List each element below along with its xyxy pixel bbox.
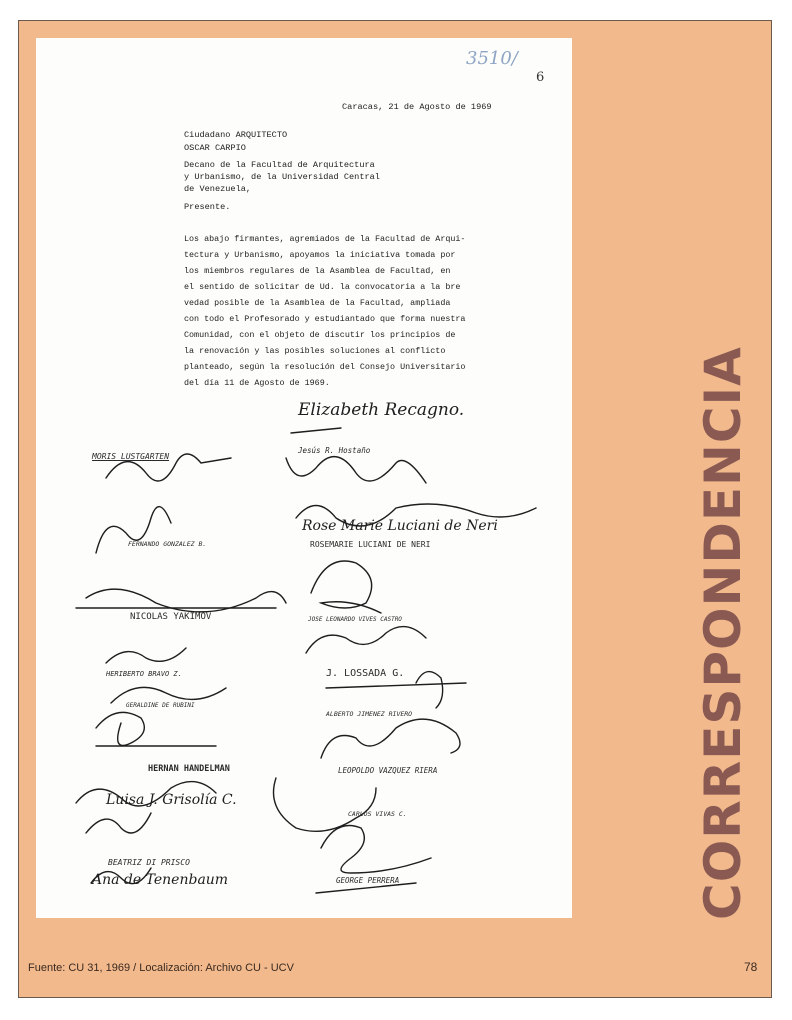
page-number: 78 (744, 960, 758, 974)
section-title: CORRESPONDENCIA (694, 346, 752, 920)
address-line: OSCAR CARPIO (184, 143, 246, 153)
signature-ana: Ana de Tenenbaum (92, 872, 229, 888)
address-line: de Venezuela, (184, 184, 252, 194)
source-caption: Fuente: CU 31, 1969 / Localización: Archivo CU - UCV (28, 962, 294, 974)
address-line: Ciudadano ARQUITECTO (184, 130, 288, 140)
address-line: Presente. (184, 202, 231, 212)
signature-strokes (36, 38, 572, 918)
body-line: la renovación y las posibles soluciones al conflicto (184, 346, 446, 356)
printed-name-moris: MORIS LUSTGARTEN (92, 452, 170, 461)
printed-name-geraldine: GERALDINE DE RUBINI (126, 702, 195, 709)
printed-name-nicolas: NICOLAS YAKIMOV (130, 612, 212, 622)
letter-date: Caracas, 21 de Agosto de 1969 (342, 102, 492, 112)
printed-name-alberto: ALBERTO JIMENEZ RIVERO (326, 710, 413, 718)
printed-name-leopoldo: LEOPOLDO VAZQUEZ RIERA (338, 766, 438, 775)
printed-name-hernan: HERNAN HANDELMAN (148, 764, 230, 774)
body-line: Comunidad, con el objeto de discutir los principios de (184, 330, 456, 340)
body-line: tectura y Urbanismo, apoyamos la iniciativa tomada por (184, 250, 456, 260)
body-line: con todo el Profesorado y estudiantado que forma nuestra (184, 314, 466, 324)
signature-rosemarie: Rose Marie Luciani de Neri (302, 518, 498, 534)
body-line: los miembros regulares de la Asamblea de Facultad, en (184, 266, 451, 276)
body-line: Los abajo firmantes, agremiados de la Facultad de Arqui- (184, 234, 466, 244)
printed-name-losada: J. LOSSADA G. (326, 668, 405, 679)
signature-elizabeth: Elizabeth Recagno. (298, 400, 465, 420)
body-line: vedad posible de la Asamblea de la Facultad, ampliada (184, 298, 451, 308)
address-line: Decano de la Facultad de Arquitectura (184, 160, 375, 170)
printed-name-final: GEORGE PERRERA (336, 876, 400, 885)
body-line: planteado, según la resolución del Consejo Universitario (184, 362, 466, 372)
printed-name-jose-leonardo: JOSE LEONARDO VIVES CASTRO (308, 616, 402, 623)
letter-scan (36, 38, 572, 918)
body-line: del día 11 de Agosto de 1969. (184, 378, 330, 388)
archive-number: 3510/ (466, 48, 518, 69)
printed-name-heriberto: HERIBERTO BRAVO Z. (106, 670, 182, 678)
signature-luisa: Luisa J. Grisolía C. (106, 792, 237, 808)
address-line: y Urbanismo, de la Universidad Central (184, 172, 380, 182)
body-line: el sentido de solicitar de Ud. la convocatoria a la bre (184, 282, 461, 292)
folio-number: 6 (536, 70, 545, 85)
printed-name-vivas: CARLOS VIVAS C. (348, 810, 407, 818)
printed-name-fernando: FERNANDO GONZALEZ B. (128, 540, 207, 548)
printed-name-beatriz: BEATRIZ DI PRISCO (108, 858, 190, 867)
printed-name-jesus: Jesús R. Hostaño (298, 446, 371, 455)
printed-name-rosemarie: ROSEMARIE LUCIANI DE NERI (310, 540, 431, 549)
